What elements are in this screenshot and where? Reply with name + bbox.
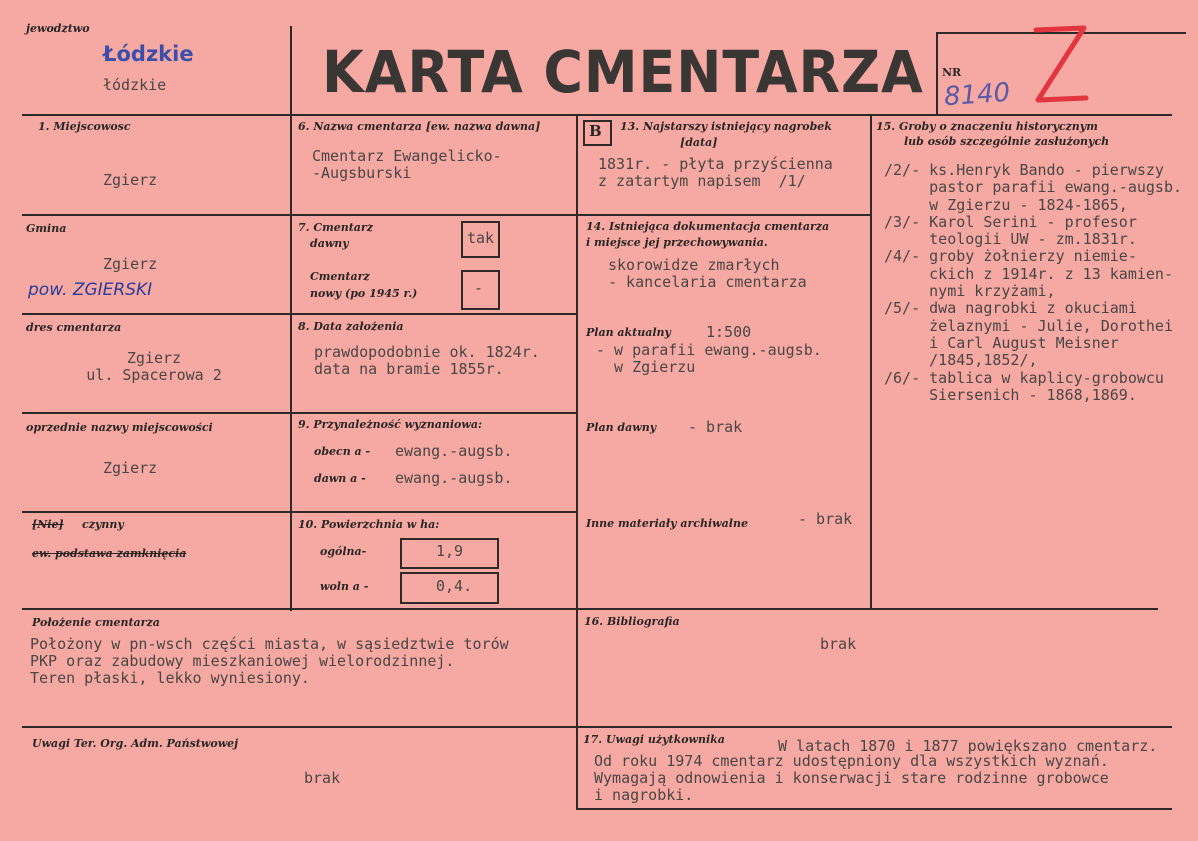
dawna-value: ewang.-augsb. (395, 469, 513, 487)
poprzednie-value: Zgierz (103, 459, 158, 477)
uwagi-ter-label: Uwagi Ter. Org. Adm. Państwowej (32, 737, 239, 750)
rule-row1 (22, 214, 872, 216)
groby-label-2: lub osób szczególnie zasłużonych (904, 135, 1110, 148)
nowy-label-2: nowy (po 1945 r.) (310, 287, 418, 300)
plan-dawny-label: Plan dawny (586, 421, 657, 434)
powiat-handwritten: pow. ZGIERSKI (28, 280, 153, 300)
najstarszy-value: 1831r. - płyta przyścienna z zatartym napisem /1/ (598, 155, 833, 190)
uwagi-ter-value: brak (304, 769, 341, 787)
wojewodztwo-stamp: Łódzkie (103, 42, 194, 66)
powierzchnia-label: 10. Powierzchnia w ha: (298, 518, 440, 531)
rule-row5 (22, 608, 1158, 610)
dawny-label-1: 7. Cmentarz (298, 221, 373, 234)
dokumentacja-value: skorowidze zmarłych - kancelaria cmentarza (608, 256, 807, 291)
nowy-value: - (474, 279, 484, 297)
status-label: czynny (82, 518, 124, 531)
inne-value: - brak (798, 510, 853, 528)
miejscowosc-value: Zgierz (103, 171, 158, 189)
wojewodztwo-typed: łódzkie (103, 76, 167, 94)
dawna-label: dawn a - (314, 472, 366, 485)
przynaleznosc-label: 9. Przynależność wyznaniowa: (298, 418, 483, 431)
polozenie-label: Położenie cmentarza (32, 616, 160, 629)
data-zalozenia-value: prawdopodobnie ok. 1824r. data na bramie 1855r. (314, 343, 540, 378)
dokumentacja-label-2: i miejsce jej przechowywania. (586, 236, 768, 249)
adres-value: Zgierz ul. Spacerowa 2 (86, 349, 222, 384)
rule-header-bottom (22, 114, 1172, 116)
rule-col2 (576, 114, 578, 810)
rule-col3 (870, 114, 872, 609)
page-title: KARTA CMENTARZA (322, 38, 924, 106)
rule-row3 (22, 412, 578, 414)
inne-label: Inne materiały archiwalne (586, 517, 748, 530)
status-struck: [Nie] (32, 518, 64, 531)
dawny-label-2: dawny (310, 237, 349, 250)
dawny-value: tak (467, 229, 495, 247)
najstarszy-label-1: 13. Najstarszy istniejący nagrobek (620, 120, 832, 133)
data-zalozenia-label: 8. Data założenia (298, 320, 404, 333)
bibliografia-value: brak (820, 635, 857, 653)
wolna-value: 0,4. (436, 577, 473, 595)
nazwa-label: 6. Nazwa cmentarza [ew. nazwa dawna] (298, 120, 541, 133)
najstarszy-b-letter: B (589, 122, 602, 140)
ogolna-label: ogólna- (320, 545, 367, 558)
obecna-label: obecn a - (314, 445, 371, 458)
rule-row6 (22, 726, 1172, 728)
rule-header-divider (290, 26, 292, 116)
plan-dawny-value: - brak (688, 418, 743, 436)
bibliografia-label: 16. Bibliografia (584, 615, 680, 628)
plan-aktualny-scale: 1:500 (706, 323, 752, 341)
plan-aktualny-label: Plan aktualny (586, 326, 671, 339)
gmina-value: Zgierz (103, 255, 158, 273)
poprzednie-label: oprzednie nazwy miejscowości (26, 421, 213, 434)
adres-label: dres cmentarza (26, 321, 122, 334)
groby-value: /2/- ks.Henryk Bando - pierwszy pastor parafii ewang.-augsb. w Zgierzu - 1824-1865, /3/- Karol Serini - profesor teologii UW - zm.1831r. /4/- groby żołnierzy niemie- ckich z 1914r. z 13 kamien- nymi krzyżami, /5/- dwa nagrobki z okuciami żelaznymi - Julie, Dorothei i Carl August Meisner /1845,1852/, /6/- tablica w kaplicy-grobowcu Siersenich - 1868,1869. (884, 161, 1183, 404)
nowy-label-1: Cmentarz (310, 270, 370, 283)
gmina-label: Gmina (26, 222, 67, 235)
groby-label-1: 15. Groby o znaczeniu historycznym (876, 120, 1098, 133)
status-struck-line: ew. podstawa zamknięcia (32, 547, 187, 560)
nr-label: NR (942, 66, 962, 79)
ogolna-value: 1,9 (436, 542, 464, 560)
plan-aktualny-value: - w parafii ewang.-augsb. w Zgierzu (596, 341, 822, 376)
rule-row4 (22, 511, 578, 513)
najstarszy-label-2: [data] (680, 136, 718, 149)
rule-row2 (22, 313, 578, 315)
wolna-label: woln a - (320, 580, 369, 593)
dokumentacja-label-1: 14. Istniejąca dokumentacja cmentarza (586, 220, 830, 233)
nazwa-value: Cmentarz Ewangelicko- -Augsburski (312, 147, 502, 182)
rule-nr-left (936, 32, 938, 116)
uwagi-uzytk-line1: W latach 1870 i 1877 powiększano cmentarz. (778, 737, 1158, 755)
category-letter-z (1030, 22, 1090, 106)
miejscowosc-label: 1. Miejscowosc (38, 120, 131, 133)
uwagi-uzytk-value: Od roku 1974 cmentarz udostępniony dla wszystkich wyznań. Wymagają odnowienia i konserwacji stare rodzinne grobowce i nagrobki. (594, 752, 1109, 804)
uwagi-uzytk-label: 17. Uwagi użytkownika (583, 733, 725, 746)
rule-bottom (578, 808, 1172, 810)
wojewodztwo-label: jewodztwo (26, 22, 90, 35)
polozenie-value: Położony w pn-wsch części miasta, w sąsiedztwie torów PKP oraz zabudowy mieszkaniowej wielorodzinnej. Teren płaski, lekko wyniesiony. (30, 635, 509, 687)
nr-value: 8140 (943, 77, 1012, 113)
obecna-value: ewang.-augsb. (395, 442, 513, 460)
rule-col1 (290, 114, 292, 611)
